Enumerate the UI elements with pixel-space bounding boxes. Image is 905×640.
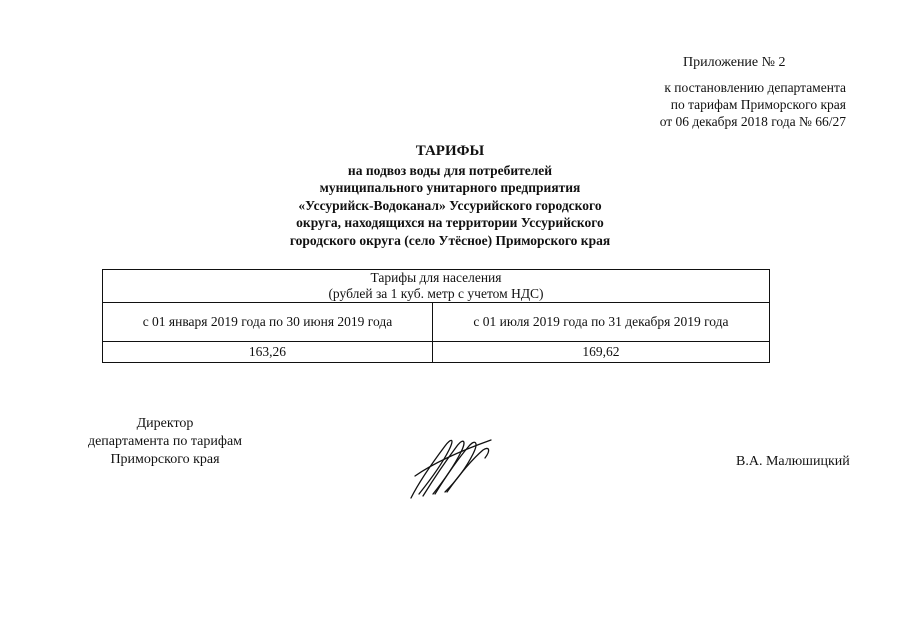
- tariffs-table: [102, 269, 770, 363]
- header-line: (рублей за 1 куб. метр с учетом НДС): [328, 286, 544, 301]
- appendix-reference: [600, 79, 846, 130]
- signatory-title: [60, 415, 270, 469]
- table-header-row: [103, 270, 770, 303]
- heading-line: городского округа (село Утёсное) Приморского края: [289, 232, 611, 248]
- appendix-line: по тарифам Приморского края: [670, 97, 846, 112]
- table-row: [103, 303, 770, 342]
- heading-line: «Уссурийск-Водоканал» Уссурийского городского: [298, 197, 602, 213]
- appendix-title: Приложение № 2: [683, 55, 786, 70]
- tariffs-heading: [250, 143, 650, 249]
- signatory-line: департамента по тарифам: [87, 434, 243, 449]
- table-row: [103, 342, 770, 363]
- appendix-line: к постановлению департамента: [664, 80, 846, 95]
- value-cell: 163,26: [103, 342, 433, 363]
- appendix-line: от 06 декабря 2018 года № 66/27: [659, 114, 846, 129]
- signatory-line: Приморского края: [110, 452, 220, 467]
- handwritten-signature: [405, 432, 495, 502]
- period-cell: с 01 июля 2019 года по 31 декабря 2019 года: [432, 303, 769, 342]
- period-cell: с 01 января 2019 года по 30 июня 2019 года: [103, 303, 433, 342]
- heading-line: округа, находящихся на территории Уссурийского: [296, 215, 604, 230]
- signatory-line: Директор: [136, 416, 194, 431]
- signer-name: В.А. Малюшицкий: [736, 454, 850, 469]
- document-title: ТАРИФЫ: [415, 143, 485, 159]
- heading-line: на подвоз воды для потребителей: [347, 162, 553, 178]
- value-cell: 169,62: [432, 342, 769, 363]
- heading-line: муниципального унитарного предприятия: [319, 180, 581, 195]
- header-line: Тарифы для населения: [370, 270, 502, 285]
- table-header-cell: [103, 270, 770, 303]
